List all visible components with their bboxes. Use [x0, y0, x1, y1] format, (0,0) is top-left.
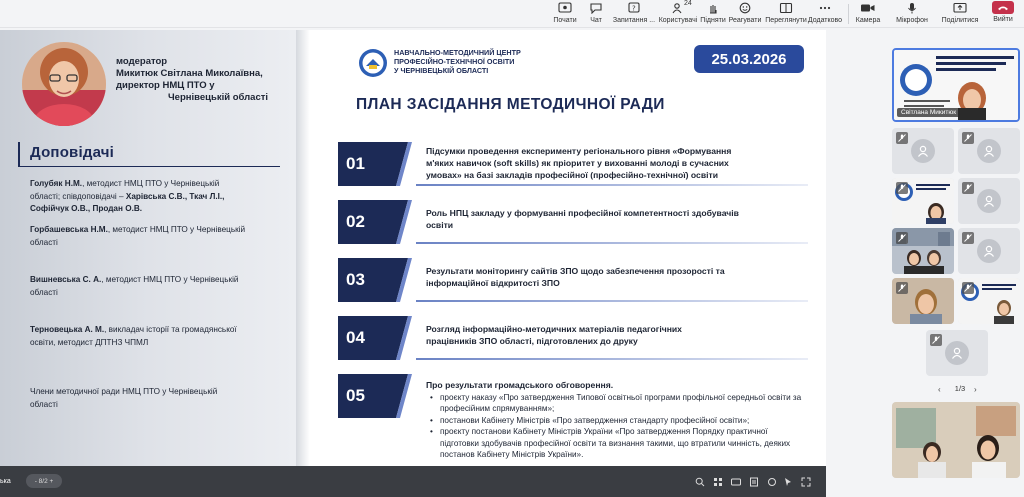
react-button[interactable]	[730, 1, 760, 27]
notes-icon[interactable]	[748, 476, 760, 488]
agenda-text-4	[426, 324, 806, 348]
agenda-underline	[416, 184, 808, 186]
agenda-4-line-1: Розгляд інформаційно-методичних матеріалів педагогічних	[426, 324, 682, 334]
shared-presentation	[0, 30, 826, 466]
avatar	[911, 139, 935, 163]
mic-button[interactable]	[896, 1, 928, 27]
org-line-3: У ЧЕРНІВЕЦЬКІЙ ОБЛАСТІ	[394, 66, 489, 75]
participant-tile[interactable]	[958, 178, 1020, 224]
speaker-2	[30, 224, 282, 249]
leave-label: Вийти	[993, 16, 1013, 23]
meeting-date: 25.03.2026	[694, 45, 804, 73]
speaker-5-line-2: області	[30, 399, 58, 409]
agenda-1-line-1: Підсумки проведення експерименту регіонального рівня «Формування	[426, 146, 732, 156]
speaker-4-line-1: Терновецька А. М., викладач історії та громадянської	[30, 325, 237, 334]
org-name	[394, 48, 521, 75]
agenda-item-5	[338, 374, 808, 466]
participant-tile[interactable]	[892, 178, 954, 224]
questions-icon	[627, 1, 641, 15]
mic-off-icon	[962, 232, 974, 244]
agenda-4-line-2: працівників ЗПО області, підготовлених до друку	[426, 335, 638, 346]
mic-off-icon	[896, 232, 908, 244]
sync-icon[interactable]	[766, 476, 778, 488]
mic-off-icon	[930, 334, 942, 346]
start-label: Почати	[553, 17, 577, 24]
raise-hand-button[interactable]	[702, 1, 724, 27]
mic-off-icon	[962, 182, 974, 194]
fullscreen-icon[interactable]	[800, 476, 812, 488]
agenda-item-4	[338, 316, 808, 364]
participant-tile[interactable]	[958, 228, 1020, 274]
moderator-info	[116, 56, 268, 104]
agenda-1-line-3: умовах» на базі закладів професійної (професійно-технічної) освіти	[426, 169, 718, 180]
moderator-role: модератор	[116, 56, 168, 67]
speaker-2-line-2: області	[30, 237, 58, 247]
gallery-prev-icon[interactable]: ‹	[938, 385, 941, 394]
agenda-text-3	[426, 266, 806, 290]
chat-icon	[589, 1, 603, 15]
chat-label: Чат	[590, 17, 602, 24]
share-icon	[953, 1, 967, 15]
start-icon	[558, 1, 572, 15]
speaker-2-line-1: Горбашевська Н.М., методист НМЦ ПТО у Чернівецькій	[30, 225, 246, 234]
speaker-4-line-2: освіти, методист ДПТНЗ ЧПМЛ	[30, 337, 149, 347]
org-line-2: ПРОФЕСІЙНО-ТЕХНІЧНОЇ ОСВІТИ	[394, 57, 515, 66]
agenda-5-bullet-2: • постанови Кабінету Міністрів «Про затвердження стандарту професійної освіти»;	[426, 415, 806, 426]
moderator-position-2: Чернівецькій області	[168, 92, 269, 103]
raise-hand-label: Підняти	[700, 17, 726, 24]
camera-button[interactable]	[856, 1, 880, 27]
moderator-position-1: директор НМЦ ПТО у	[116, 80, 215, 91]
mic-off-icon	[896, 282, 908, 294]
participant-tile[interactable]	[892, 402, 1020, 478]
captions-icon[interactable]	[730, 476, 742, 488]
more-label: Додатково	[807, 17, 843, 24]
participant-tile[interactable]	[958, 128, 1020, 174]
speaker-5-line-1: Члени методичної ради НМЦ ПТО у Чернівецькій	[30, 387, 218, 396]
mic-off-icon	[896, 132, 908, 144]
mic-off-icon	[896, 182, 908, 194]
agenda-5-bullets	[426, 392, 806, 460]
start-button[interactable]	[552, 1, 578, 27]
agenda-5-bullet-3: • проєкту постанови Кабінету Міністрів України «Про затвердження Порядку практичної підготовки здобувачів професійної освіти та визнання такими, що втратили чинність, деяких постанов Кабінету Міністрів України».	[426, 426, 806, 460]
agenda-number-5: 05	[346, 386, 365, 405]
agenda-item-1	[338, 142, 808, 190]
participant-tile[interactable]	[892, 228, 954, 274]
more-icon	[818, 1, 832, 15]
people-button[interactable]	[660, 1, 696, 27]
gallery-pager: 1/3	[954, 384, 966, 393]
more-button[interactable]	[808, 1, 842, 27]
questions-button[interactable]	[614, 1, 654, 27]
leave-icon	[992, 1, 1014, 14]
participant-tile[interactable]	[926, 330, 988, 376]
presenter-name-fragment: ька	[0, 478, 11, 485]
view-icon	[779, 1, 793, 15]
speaker-1	[30, 178, 282, 216]
view-label: Переглянути	[765, 17, 807, 24]
agenda-3-line-1: Результати моніторингу сайтів ЗПО щодо забезпечення прозорості та	[426, 266, 725, 276]
speaker-3-line-1: Вишневська С. А., методист НМЦ ПТО у Чернівецькій	[30, 275, 239, 284]
share-label: Поділитися	[941, 17, 979, 24]
agenda-text-2	[426, 208, 806, 232]
gallery-next-icon[interactable]: ›	[974, 385, 977, 394]
moderator-name: Микитюк Світлана Миколаївна,	[116, 68, 263, 79]
raise-hand-icon	[707, 1, 719, 15]
participants-gallery	[888, 46, 1024, 496]
avatar	[945, 341, 969, 365]
org-line-1: НАВЧАЛЬНО-МЕТОДИЧНИЙ ЦЕНТР	[394, 48, 521, 57]
agenda-item-2	[338, 200, 808, 248]
meeting-toolbar	[0, 0, 1024, 28]
speaker-4	[30, 324, 282, 349]
participant-tile[interactable]	[892, 128, 954, 174]
agenda-underline	[416, 300, 808, 302]
agenda-underline	[416, 358, 808, 360]
agenda-underline	[416, 242, 808, 244]
people-label: Користувачі	[658, 17, 698, 24]
agenda-item-3	[338, 258, 808, 306]
mic-label: Мікрофон	[896, 17, 928, 24]
people-count: 24	[684, 0, 692, 7]
react-label: Реагувати	[728, 17, 762, 24]
speaker-3	[30, 274, 282, 299]
participant-name: Світлана Микитюк	[897, 108, 960, 117]
zoom-in-icon[interactable]	[694, 476, 706, 488]
mic-off-icon	[962, 132, 974, 144]
svg-text:?: ?	[632, 4, 636, 13]
participant-video	[892, 402, 1020, 478]
org-logo	[358, 48, 388, 78]
react-icon	[739, 1, 751, 15]
agenda-number-1: 01	[346, 154, 365, 173]
view-button[interactable]	[766, 1, 806, 27]
avatar	[977, 239, 1001, 263]
moderator-photo	[22, 42, 106, 126]
share-button[interactable]	[942, 1, 978, 27]
chat-button[interactable]	[588, 1, 604, 27]
grid-icon[interactable]	[712, 476, 724, 488]
speaker-1-line-1: Голубяк Н.М., методист НМЦ ПТО у Чернівецькій	[30, 179, 220, 188]
avatar	[977, 189, 1001, 213]
plan-title: ПЛАН ЗАСІДАННЯ МЕТОДИЧНОЇ РАДИ	[356, 96, 665, 113]
agenda-2-line-1: Роль НПЦ закладу у формуванні професійної компетентності здобувачів	[426, 208, 739, 218]
leave-button[interactable]	[992, 1, 1014, 24]
speaker-3-line-2: області	[30, 287, 58, 297]
agenda-text-5: Про результати громадського обговорення.	[426, 380, 614, 390]
participant-tile-main[interactable]	[892, 48, 1020, 122]
mic-icon	[906, 1, 918, 15]
camera-label: Камера	[855, 17, 881, 24]
mic-off-icon	[962, 282, 974, 294]
questions-label: Запитання ...	[612, 17, 656, 24]
agenda-2-line-2: освіти	[426, 219, 454, 230]
participant-tile[interactable]	[892, 278, 954, 324]
camera-icon	[860, 1, 876, 15]
pointer-icon[interactable]	[782, 476, 794, 488]
speaker-5	[30, 386, 282, 411]
agenda-5-bullet-1: • проєкту наказу «Про затвердження Типової освітньої програми профільної середньої освіти за професійним спрямуванням»;	[426, 392, 806, 415]
agenda-number-2: 02	[346, 212, 365, 231]
avatar	[977, 139, 1001, 163]
speakers-title: Доповідачі	[30, 144, 115, 161]
speaker-1-line-3: Софійчук О.В., Продан О.В.	[30, 204, 143, 213]
agenda-3-line-2: інформаційної відкритості ЗПО	[426, 277, 560, 288]
agenda-number-3: 03	[346, 270, 365, 289]
slide-counter[interactable]: - 8/2 +	[26, 474, 62, 488]
participant-tile[interactable]	[958, 278, 1020, 324]
people-icon	[672, 0, 692, 15]
agenda-text-1	[426, 146, 806, 181]
agenda-1-line-2: м'яких навичок (soft skills) як пріоритет у вихованні молоді в сучасних	[426, 157, 729, 168]
toolbar-divider	[848, 4, 849, 24]
speaker-1-line-2: області; співдоповідачі – Харівська С.В., Ткач Л.І.,	[30, 191, 225, 201]
agenda-number-4: 04	[346, 328, 365, 347]
